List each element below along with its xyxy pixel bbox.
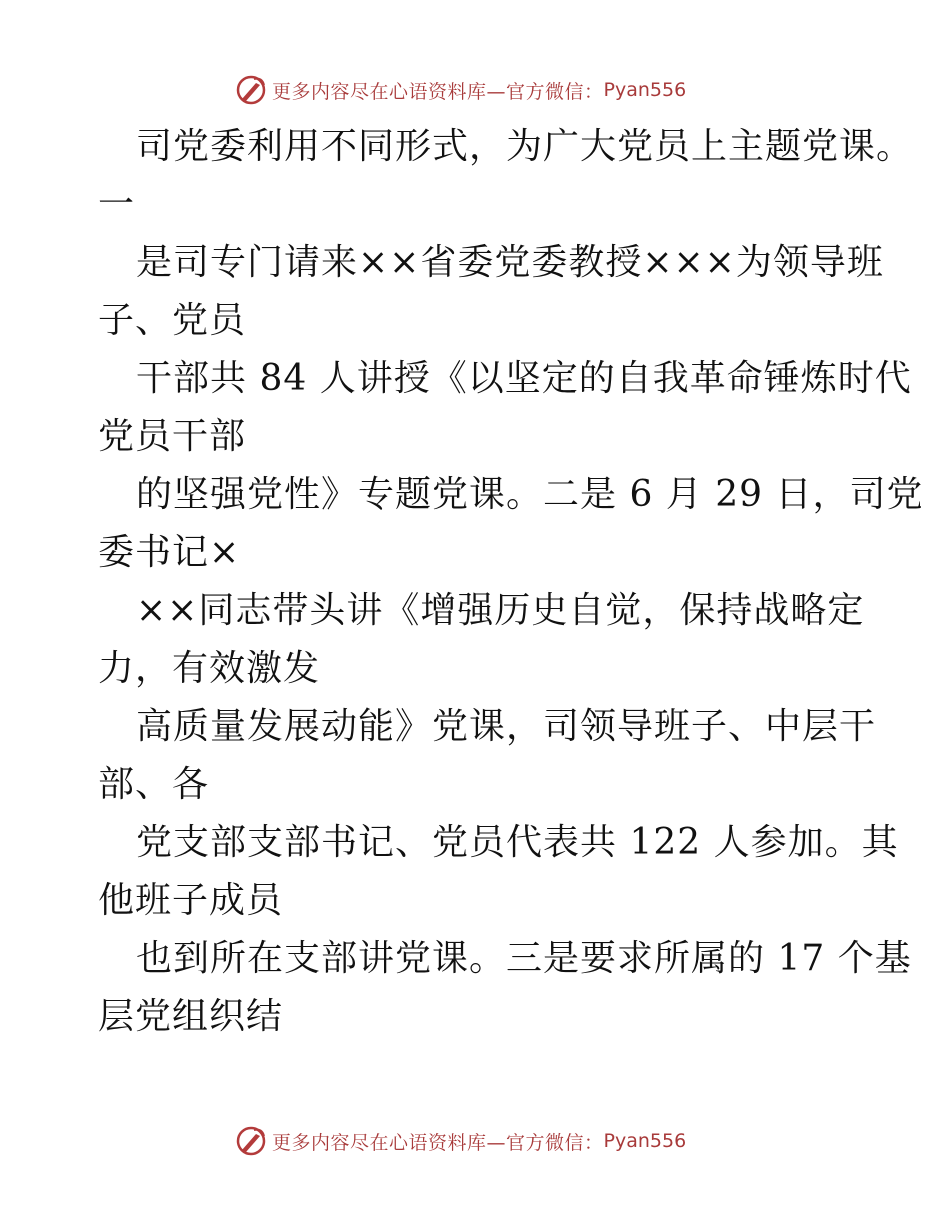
text-line: 他班子成员	[98, 880, 284, 921]
header-watermark	[234, 70, 686, 110]
text-line: 的坚强党性》专题党课。二是 6 月 29 日，司党	[136, 474, 924, 515]
pen-logo-icon	[234, 1124, 268, 1158]
text-line: 高质量发展动能》党课，司领导班子、中层干	[136, 706, 877, 747]
text-line: ××同志带头讲《增强历史自觉，保持战略定	[136, 590, 865, 631]
watermark-handle: Pyan556	[603, 79, 687, 101]
text-line: 力，有效激发	[98, 648, 321, 689]
footer-watermark	[234, 1121, 686, 1161]
text-line: 也到所在支部讲党课。三是要求所属的 17 个基	[136, 938, 912, 979]
text-line: 干部共 84 人讲授《以坚定的自我革命锤炼时代	[136, 358, 912, 399]
text-line: 层党组织结	[98, 996, 284, 1037]
text-line: 是司专门请来××省委党委教授×××为领导班	[136, 242, 884, 283]
watermark-handle: Pyan556	[603, 1130, 687, 1152]
text-line: 部、各	[98, 764, 210, 805]
text-line: 委书记×	[98, 532, 241, 573]
text-line: 一	[98, 184, 136, 225]
text-line: 党支部支部书记、党员代表共 122 人参加。其	[136, 822, 899, 863]
document-body	[98, 118, 924, 1046]
text-line: 司党委利用不同形式，为广大党员上主题党课。	[136, 126, 914, 167]
watermark-text: 更多内容尽在心语资料库—官方微信：	[272, 80, 604, 103]
watermark-text: 更多内容尽在心语资料库—官方微信：	[272, 1131, 604, 1154]
text-line: 子、党员	[98, 300, 247, 341]
pen-logo-icon	[234, 73, 268, 107]
text-line: 党员干部	[98, 416, 247, 457]
